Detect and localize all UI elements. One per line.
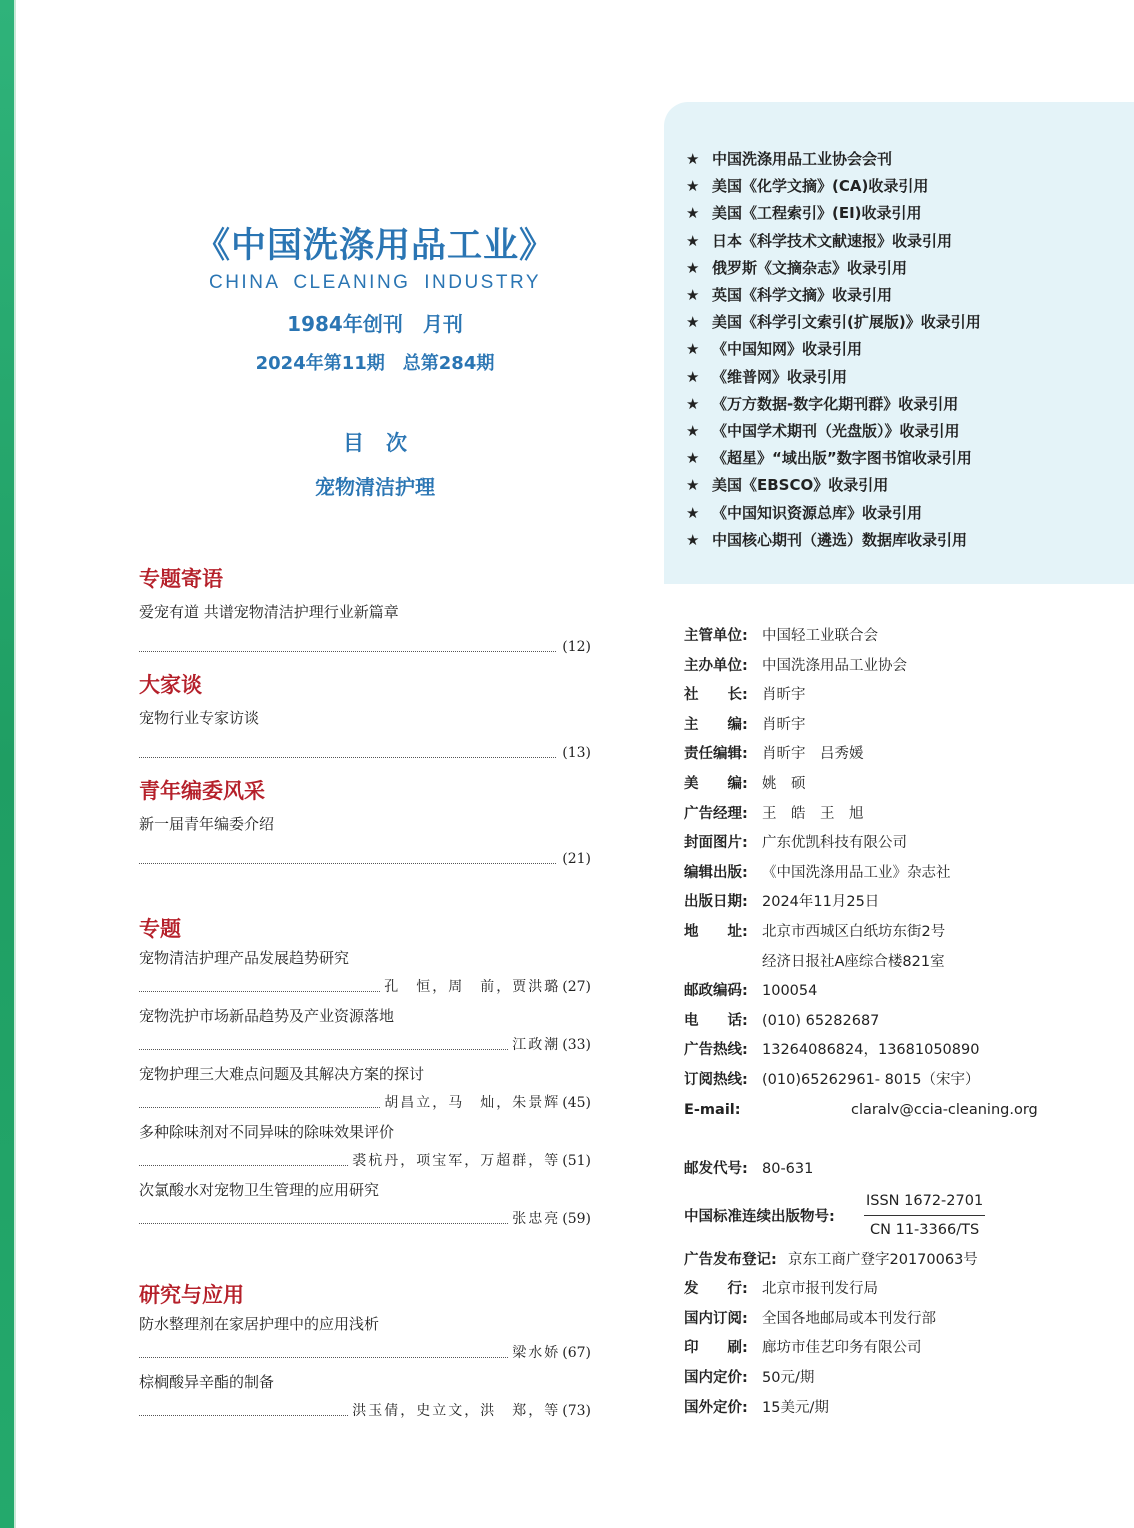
info-value: 姚 硕 bbox=[762, 775, 806, 792]
star-icon: ★ bbox=[686, 449, 700, 468]
info-value: 中国洗涤用品工业协会 bbox=[762, 657, 907, 674]
info-label: 编辑出版: bbox=[684, 864, 748, 881]
info-label bbox=[684, 948, 762, 978]
issue-line: 2024年第11期 总第284期 bbox=[255, 353, 495, 374]
section-heading: 专题寄语 bbox=[139, 566, 223, 591]
section-heading: 青年编委风采 bbox=[139, 778, 265, 803]
article-authors: 江政潮 bbox=[512, 1037, 561, 1053]
info-label: 邮发代号: bbox=[684, 1161, 748, 1178]
info-row bbox=[684, 1334, 1124, 1364]
indexing-item-text: 中国洗涤用品工业协会会刊 bbox=[712, 150, 893, 168]
indexing-item bbox=[686, 336, 981, 363]
star-icon: ★ bbox=[686, 530, 700, 549]
indexing-item-text: 美国《工程索引》(EI)收录引用 bbox=[712, 204, 922, 223]
leader-dots bbox=[139, 863, 556, 864]
info-row bbox=[684, 948, 1124, 978]
star-icon: ★ bbox=[686, 476, 700, 495]
toc-leader-row bbox=[139, 1400, 591, 1422]
article-authors: 胡昌立，马 灿，朱景辉 bbox=[384, 1095, 561, 1111]
info-row bbox=[684, 829, 1124, 859]
indexing-item-text: 《万方数据-数字化期刊群》收录引用 bbox=[712, 394, 959, 413]
article-page: (21) bbox=[562, 851, 591, 867]
toc-leader-row bbox=[139, 1092, 591, 1114]
info-label: 主 编: bbox=[684, 716, 748, 733]
star-icon: ★ bbox=[686, 231, 700, 250]
article-page: (59) bbox=[562, 1211, 591, 1227]
contents-heading: 目次 bbox=[343, 431, 429, 455]
journal-title-en: CHINA CLEANING INDUSTRY bbox=[208, 272, 542, 293]
info-value: 经济日报社A座综合楼821室 bbox=[762, 953, 945, 970]
article-title: 爱宠有道 共谱宠物清洁护理行业新篇章 bbox=[139, 603, 399, 621]
article-page: (51) bbox=[562, 1153, 591, 1169]
leader-dots bbox=[139, 1049, 508, 1050]
publication-info bbox=[684, 622, 1124, 1423]
info-row bbox=[684, 1364, 1124, 1394]
indexing-item-text: 日本《科学技术文献速报》收录引用 bbox=[712, 231, 953, 250]
star-icon: ★ bbox=[686, 340, 700, 359]
founded-line: 1984年创刊 月刊 bbox=[287, 312, 463, 336]
article-page: (67) bbox=[562, 1345, 591, 1361]
article-page: (27) bbox=[562, 979, 591, 995]
article-authors: 张忠亮 bbox=[512, 1211, 561, 1227]
info-value: (010) 65282687 bbox=[762, 1012, 880, 1029]
info-label: 社 长: bbox=[684, 687, 748, 704]
indexing-item bbox=[686, 445, 981, 472]
info-row bbox=[684, 1305, 1124, 1335]
info-value: 《中国洗涤用品工业》杂志社 bbox=[762, 864, 951, 881]
info-value: 中国轻工业联合会 bbox=[762, 628, 878, 644]
info-row bbox=[684, 711, 1124, 741]
leader-dots bbox=[139, 1165, 348, 1166]
info-value: 100054 bbox=[762, 983, 818, 1000]
info-value: 50元/期 bbox=[762, 1370, 815, 1387]
serial-numbers bbox=[864, 1187, 985, 1244]
issue-theme: 宠物清洁护理 bbox=[315, 475, 435, 499]
star-icon: ★ bbox=[686, 422, 700, 441]
info-label: 订阅热线: bbox=[684, 1071, 748, 1088]
info-value: 广东优凯科技有限公司 bbox=[762, 835, 907, 852]
info-value: 北京市西城区白纸坊东街2号 bbox=[762, 923, 946, 940]
leader-dots bbox=[139, 757, 556, 758]
table-of-contents bbox=[139, 562, 591, 1428]
info-label: 国内定价: bbox=[684, 1370, 748, 1387]
info-label: 主办单位: bbox=[684, 657, 748, 674]
indexing-item bbox=[686, 472, 981, 499]
info-row-postal bbox=[684, 1155, 1124, 1185]
info-value: 80-631 bbox=[762, 1161, 814, 1178]
info-row bbox=[684, 1394, 1124, 1424]
toc-leader-row bbox=[139, 636, 591, 658]
indexing-item-text: 中国核心期刊（遴选）数据库收录引用 bbox=[712, 530, 968, 549]
indexing-item bbox=[686, 228, 981, 255]
indexing-item-text: 美国《科学引文索引(扩展版)》收录引用 bbox=[712, 313, 981, 332]
info-label: 主管单位: bbox=[684, 628, 748, 644]
indexing-item-text: 《维普网》收录引用 bbox=[712, 367, 848, 386]
toc-leader-row bbox=[139, 1034, 591, 1056]
star-icon: ★ bbox=[686, 313, 700, 332]
info-row bbox=[684, 1036, 1124, 1066]
info-row bbox=[684, 1246, 1124, 1276]
indexing-item-text: 《中国学术期刊（光盘版）》收录引用 bbox=[712, 422, 960, 441]
info-row bbox=[684, 859, 1124, 889]
info-label: 封面图片: bbox=[684, 835, 748, 852]
leader-dots bbox=[139, 991, 380, 992]
info-value: 肖昕宇 bbox=[762, 716, 806, 733]
info-row-serial bbox=[684, 1187, 1124, 1244]
cn-number: CN 11-3366/TS bbox=[870, 1221, 980, 1238]
journal-title: 《中国洗涤用品工业》 bbox=[194, 225, 555, 266]
leader-dots bbox=[139, 1107, 380, 1108]
indexing-item bbox=[686, 200, 981, 227]
indexing-item bbox=[686, 364, 981, 391]
star-icon: ★ bbox=[686, 177, 700, 196]
indexing-item bbox=[686, 391, 981, 418]
info-label: 国外定价: bbox=[684, 1399, 748, 1416]
info-value: 王 皓 王 旭 bbox=[762, 805, 864, 822]
info-row bbox=[684, 681, 1124, 711]
leader-dots bbox=[139, 1415, 348, 1416]
info-row bbox=[684, 1096, 1124, 1126]
article-title: 次氯酸水对宠物卫生管理的应用研究 bbox=[139, 1181, 380, 1199]
info-row bbox=[684, 800, 1124, 830]
indexing-item bbox=[686, 146, 981, 173]
section-heading: 研究与应用 bbox=[139, 1282, 244, 1307]
leader-dots bbox=[139, 1357, 508, 1358]
star-icon: ★ bbox=[686, 367, 700, 386]
info-label: 发 行: bbox=[684, 1281, 748, 1298]
info-label: 邮政编码: bbox=[684, 983, 748, 1000]
article-title: 多种除味剂对不同异味的除味效果评价 bbox=[139, 1123, 395, 1141]
indexing-item-text: 《中国知网》收录引用 bbox=[712, 340, 863, 359]
info-label: 广告热线: bbox=[684, 1042, 748, 1059]
star-icon: ★ bbox=[686, 394, 700, 413]
article-title: 棕榈酸异辛酯的制备 bbox=[139, 1373, 275, 1391]
info-value: 肖昕宇 吕秀媛 bbox=[762, 746, 864, 763]
indexing-item bbox=[686, 527, 981, 554]
indexing-item-text: 《中国知识资源总库》收录引用 bbox=[712, 503, 923, 522]
info-row bbox=[684, 622, 1124, 652]
toc-leader-row bbox=[139, 1150, 591, 1172]
info-label: 责任编辑: bbox=[684, 746, 748, 763]
indexing-list bbox=[686, 146, 981, 554]
article-page: (45) bbox=[562, 1095, 591, 1111]
info-label: 广告发布登记: bbox=[684, 1251, 777, 1268]
info-label: 美 编: bbox=[684, 775, 748, 792]
issn-number: ISSN 1672-2701 bbox=[864, 1187, 985, 1216]
info-value: claralv@ccia-cleaning.org bbox=[851, 1101, 1038, 1118]
article-title: 防水整理剂在家居护理中的应用浅析 bbox=[139, 1315, 380, 1333]
article-title: 新一届青年编委介绍 bbox=[139, 815, 275, 833]
info-value: 京东工商广登字20170063号 bbox=[788, 1251, 978, 1268]
article-authors: 孔 恒，周 前，贾洪璐 bbox=[384, 979, 561, 995]
toc-leader-row bbox=[139, 848, 591, 870]
leader-dots bbox=[139, 1223, 508, 1224]
article-authors: 洪玉倩，史立文，洪 郑，等 bbox=[352, 1403, 561, 1419]
article-page: (33) bbox=[562, 1037, 591, 1053]
star-icon: ★ bbox=[686, 204, 700, 223]
info-label: 国内订阅: bbox=[684, 1310, 748, 1327]
indexing-item bbox=[686, 418, 981, 445]
indexing-item bbox=[686, 282, 981, 309]
info-row bbox=[684, 652, 1124, 682]
article-page: (12) bbox=[562, 639, 591, 655]
article-title: 宠物洗护市场新品趋势及产业资源落地 bbox=[139, 1007, 395, 1025]
indexing-item-text: 俄罗斯《文摘杂志》收录引用 bbox=[712, 258, 908, 277]
leader-dots bbox=[139, 651, 556, 652]
article-title: 宠物护理三大难点问题及其解决方案的探讨 bbox=[139, 1065, 425, 1083]
info-label: 中国标准连续出版物号: bbox=[684, 1208, 835, 1225]
masthead bbox=[160, 224, 590, 500]
info-label: 印 刷: bbox=[684, 1340, 748, 1357]
indexing-item-text: 美国《化学文摘》(CA)收录引用 bbox=[712, 177, 929, 196]
info-value: 15美元/期 bbox=[762, 1399, 829, 1416]
star-icon: ★ bbox=[686, 150, 700, 168]
info-row bbox=[684, 977, 1124, 1007]
left-edge-bar bbox=[0, 0, 16, 1528]
article-authors: 梁水娇 bbox=[512, 1345, 561, 1361]
section-heading: 大家谈 bbox=[139, 672, 202, 697]
info-label: 出版日期: bbox=[684, 894, 748, 911]
indexing-item bbox=[686, 173, 981, 200]
toc-leader-row bbox=[139, 742, 591, 764]
info-row bbox=[684, 1066, 1124, 1096]
indexing-item-text: 英国《科学文摘》收录引用 bbox=[712, 286, 893, 305]
info-label: E-mail: bbox=[684, 1101, 741, 1118]
toc-leader-row bbox=[139, 1208, 591, 1230]
info-row bbox=[684, 888, 1124, 918]
article-title: 宠物清洁护理产品发展趋势研究 bbox=[139, 949, 350, 967]
star-icon: ★ bbox=[686, 258, 700, 277]
info-label: 广告经理: bbox=[684, 805, 748, 822]
article-page: (13) bbox=[562, 745, 591, 761]
indexing-item-text: 美国《EBSCO》收录引用 bbox=[712, 476, 889, 495]
info-value: (010)65262961- 8015（宋宇） bbox=[762, 1071, 980, 1088]
info-value: 13264086824，13681050890 bbox=[762, 1042, 980, 1059]
star-icon: ★ bbox=[686, 503, 700, 522]
info-row bbox=[684, 770, 1124, 800]
article-page: (73) bbox=[562, 1403, 591, 1419]
indexing-item bbox=[686, 255, 981, 282]
section-heading: 专题 bbox=[139, 916, 181, 941]
info-value: 北京市报刊发行局 bbox=[762, 1281, 878, 1298]
toc-leader-row bbox=[139, 976, 591, 998]
indexing-item bbox=[686, 309, 981, 336]
info-value: 廊坊市佳艺印务有限公司 bbox=[762, 1340, 922, 1357]
info-label: 电 话: bbox=[684, 1012, 748, 1029]
info-row bbox=[684, 1275, 1124, 1305]
article-title: 宠物行业专家访谈 bbox=[139, 709, 260, 727]
info-value: 肖昕宇 bbox=[762, 687, 806, 704]
info-value: 2024年11月25日 bbox=[762, 894, 880, 911]
info-label: 地 址: bbox=[684, 923, 748, 940]
toc-leader-row bbox=[139, 1342, 591, 1364]
indexing-item bbox=[686, 500, 981, 527]
article-authors: 裘杭丹，项宝军，万超群，等 bbox=[352, 1153, 561, 1169]
star-icon: ★ bbox=[686, 286, 700, 305]
info-row bbox=[684, 740, 1124, 770]
info-row bbox=[684, 1007, 1124, 1037]
indexing-item-text: 《超星》“域出版”数字图书馆收录引用 bbox=[712, 449, 972, 468]
info-value: 全国各地邮局或本刊发行部 bbox=[762, 1310, 936, 1327]
info-row bbox=[684, 918, 1124, 948]
